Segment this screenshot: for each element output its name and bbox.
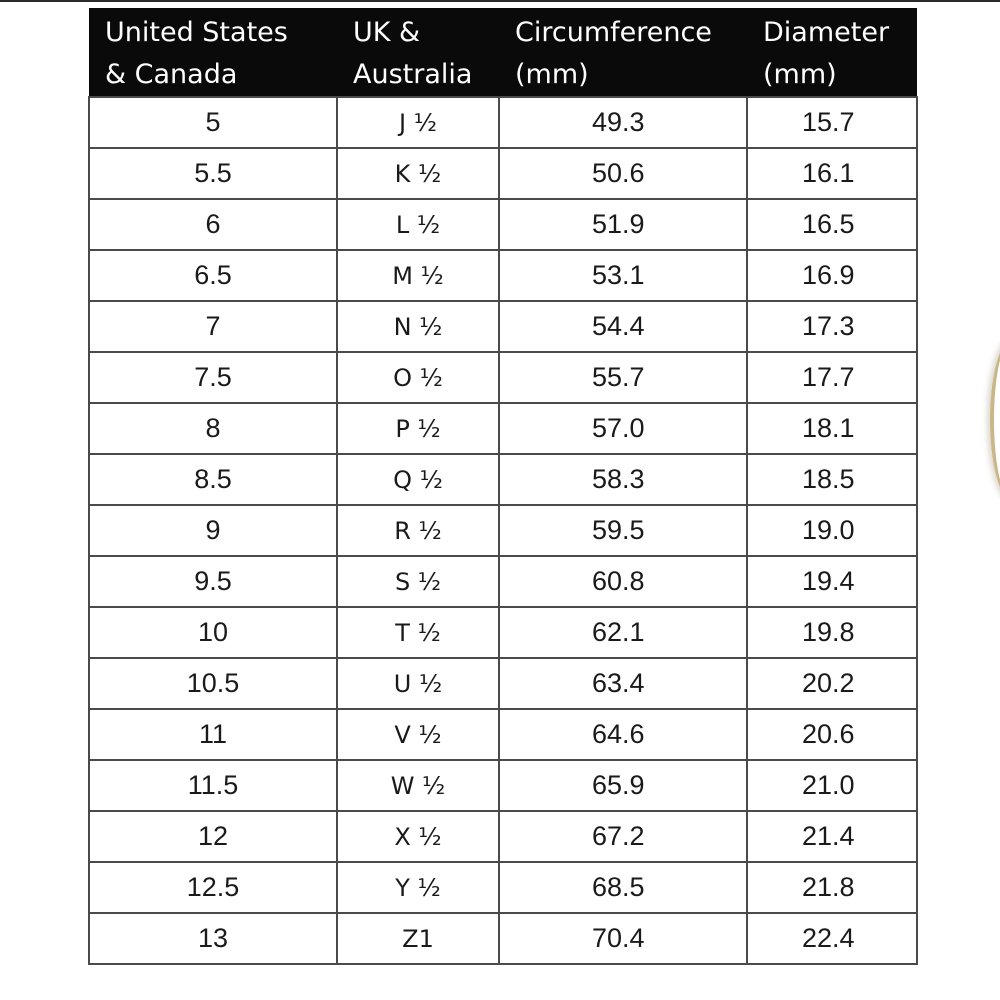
cell-circumference: 60.8 xyxy=(499,556,747,607)
ring-photo-edge xyxy=(990,340,1000,500)
cell-uk-size: K ½ xyxy=(337,148,499,199)
header-line: Australia xyxy=(353,59,473,90)
cell-us-size: 10.5 xyxy=(89,658,337,709)
header-row xyxy=(89,8,917,97)
cell-us-size: 8 xyxy=(89,403,337,454)
header-line: & Canada xyxy=(105,59,238,90)
table-row xyxy=(89,148,917,199)
cell-diameter: 21.4 xyxy=(747,811,917,862)
cell-diameter: 18.5 xyxy=(747,454,917,505)
table-row xyxy=(89,556,917,607)
cell-circumference: 58.3 xyxy=(499,454,747,505)
cell-circumference: 68.5 xyxy=(499,862,747,913)
cell-circumference: 51.9 xyxy=(499,199,747,250)
table-row xyxy=(89,607,917,658)
cell-us-size: 10 xyxy=(89,607,337,658)
cell-diameter: 17.7 xyxy=(747,352,917,403)
cell-uk-size: L ½ xyxy=(337,199,499,250)
table-row xyxy=(89,913,917,964)
table-body xyxy=(89,97,917,964)
table-row xyxy=(89,301,917,352)
cell-uk-size: M ½ xyxy=(337,250,499,301)
table-row xyxy=(89,505,917,556)
cell-us-size: 8.5 xyxy=(89,454,337,505)
table-row xyxy=(89,352,917,403)
cell-us-size: 6 xyxy=(89,199,337,250)
cell-circumference: 50.6 xyxy=(499,148,747,199)
cell-uk-size: T ½ xyxy=(337,607,499,658)
cell-diameter: 22.4 xyxy=(747,913,917,964)
cell-circumference: 49.3 xyxy=(499,97,747,148)
cell-diameter: 17.3 xyxy=(747,301,917,352)
cell-us-size: 11.5 xyxy=(89,760,337,811)
header-line: Circumference xyxy=(515,17,712,48)
table-row xyxy=(89,454,917,505)
cell-uk-size: P ½ xyxy=(337,403,499,454)
cell-uk-size: S ½ xyxy=(337,556,499,607)
cell-diameter: 20.2 xyxy=(747,658,917,709)
cell-uk-size: Q ½ xyxy=(337,454,499,505)
cell-circumference: 70.4 xyxy=(499,913,747,964)
cell-diameter: 16.1 xyxy=(747,148,917,199)
cell-uk-size: O ½ xyxy=(337,352,499,403)
header-line: (mm) xyxy=(763,59,837,90)
header-line: UK & xyxy=(353,17,421,48)
cell-diameter: 19.0 xyxy=(747,505,917,556)
cell-diameter: 19.8 xyxy=(747,607,917,658)
cell-us-size: 12.5 xyxy=(89,862,337,913)
cell-us-size: 5 xyxy=(89,97,337,148)
cell-uk-size: Z1 xyxy=(337,913,499,964)
table-row xyxy=(89,658,917,709)
cell-us-size: 5.5 xyxy=(89,148,337,199)
cell-circumference: 59.5 xyxy=(499,505,747,556)
cell-diameter: 19.4 xyxy=(747,556,917,607)
header-line: (mm) xyxy=(515,59,589,90)
cell-us-size: 9 xyxy=(89,505,337,556)
cell-us-size: 9.5 xyxy=(89,556,337,607)
cell-circumference: 67.2 xyxy=(499,811,747,862)
cell-diameter: 16.5 xyxy=(747,199,917,250)
header-line: United States xyxy=(105,17,288,48)
table-row xyxy=(89,250,917,301)
table-row xyxy=(89,811,917,862)
cell-diameter: 16.9 xyxy=(747,250,917,301)
cell-diameter: 21.0 xyxy=(747,760,917,811)
header-us-canada xyxy=(89,8,337,97)
cell-diameter: 15.7 xyxy=(747,97,917,148)
cell-us-size: 7.5 xyxy=(89,352,337,403)
table-row xyxy=(89,199,917,250)
cell-diameter: 18.1 xyxy=(747,403,917,454)
cell-circumference: 65.9 xyxy=(499,760,747,811)
cell-us-size: 11 xyxy=(89,709,337,760)
cell-uk-size: Y ½ xyxy=(337,862,499,913)
cell-diameter: 20.6 xyxy=(747,709,917,760)
header-diameter xyxy=(747,8,917,97)
cell-us-size: 7 xyxy=(89,301,337,352)
cell-uk-size: N ½ xyxy=(337,301,499,352)
cell-uk-size: X ½ xyxy=(337,811,499,862)
table-row xyxy=(89,97,917,148)
cell-us-size: 12 xyxy=(89,811,337,862)
header-circumference xyxy=(499,8,747,97)
ring-size-table xyxy=(88,8,918,965)
cell-us-size: 6.5 xyxy=(89,250,337,301)
table-header xyxy=(89,8,917,97)
cell-uk-size: J ½ xyxy=(337,97,499,148)
cell-circumference: 64.6 xyxy=(499,709,747,760)
cell-circumference: 53.1 xyxy=(499,250,747,301)
cell-circumference: 62.1 xyxy=(499,607,747,658)
header-uk-australia xyxy=(337,8,499,97)
cell-uk-size: R ½ xyxy=(337,505,499,556)
table-row xyxy=(89,709,917,760)
cell-diameter: 21.8 xyxy=(747,862,917,913)
cell-circumference: 54.4 xyxy=(499,301,747,352)
cell-uk-size: W ½ xyxy=(337,760,499,811)
cell-uk-size: U ½ xyxy=(337,658,499,709)
top-border-line xyxy=(0,0,1000,2)
table-row xyxy=(89,760,917,811)
cell-circumference: 55.7 xyxy=(499,352,747,403)
table-row xyxy=(89,862,917,913)
cell-circumference: 63.4 xyxy=(499,658,747,709)
cell-us-size: 13 xyxy=(89,913,337,964)
cell-circumference: 57.0 xyxy=(499,403,747,454)
header-line: Diameter xyxy=(763,17,890,48)
cell-uk-size: V ½ xyxy=(337,709,499,760)
table-row xyxy=(89,403,917,454)
